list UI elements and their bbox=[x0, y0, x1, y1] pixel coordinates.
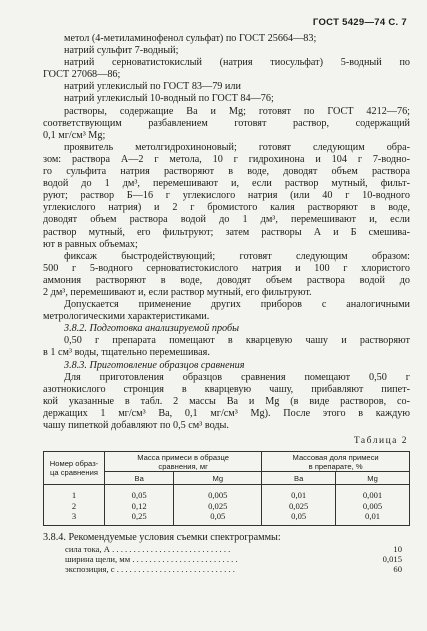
condition-label: экспозиция, с . . . . . . . . . . . . . . . . . . . . . . . . . . . . bbox=[65, 563, 235, 574]
table-cell: 0,25 bbox=[131, 511, 147, 522]
text-line: углекислого натрия) и 2 г бромистого калия растворяют в воде, bbox=[43, 202, 410, 214]
mass-mg-column bbox=[174, 485, 262, 526]
table-cell: 0,025 bbox=[289, 500, 309, 511]
table-cell: 0,025 bbox=[208, 500, 228, 511]
text-line: доводят объем раствора водой до 1 дм³, перемешивают и, если bbox=[43, 214, 410, 226]
condition-label: сила тока, А . . . . . . . . . . . . . . . . . . . . . . . . . . . . bbox=[65, 543, 231, 554]
text-line: чашу пипеткой добавляют по 0,5 см³ воды. bbox=[43, 420, 229, 431]
condition-row bbox=[43, 544, 410, 554]
fraction-group-header: Массовая доля примеси в препарате, % bbox=[262, 452, 410, 472]
text-line: метол (4-метиламинофенол сульфат) по ГОСТ 25664—83; bbox=[64, 33, 317, 44]
table-cell: 3 bbox=[71, 511, 77, 522]
table-body bbox=[44, 485, 410, 526]
fraction-ba-column bbox=[262, 485, 336, 526]
text-line: фиксаж быстродействующий; готовят следующим образом: bbox=[64, 250, 410, 262]
text-line: аммония растворяют в воде, доводят объем раствора водой до bbox=[43, 274, 410, 286]
fraction-mg-header: Mg bbox=[336, 472, 410, 485]
text-line: 0,50 г препарата помещают в кварцевую чашу и растворяют bbox=[64, 335, 410, 347]
text-line: растворы, содержащие Ва и Mg; готовят по ГОСТ 4212—76; bbox=[64, 105, 410, 117]
text-line: натрий углекислый 10-водный по ГОСТ 84—76; bbox=[64, 93, 274, 105]
text-line: проявитель метолгидрохиноновый; готовят следующим обра- bbox=[64, 141, 410, 153]
condition-label: ширина щели, мм . . . . . . . . . . . . . . . . . . . . . . . . . bbox=[65, 553, 238, 564]
text-line: го сульфита натрия растворяют в воде, доводят объем раствора bbox=[43, 166, 410, 178]
table-cell: 0,05 bbox=[131, 490, 147, 501]
conditions-title: 3.8.4. Рекомендуемые условия съемки спектрограммы: bbox=[43, 531, 281, 543]
condition-row bbox=[43, 554, 410, 564]
text-line: раствор мутный, его фильтруют; затем растворы А и Б смешива- bbox=[43, 226, 410, 238]
condition-value: 60 bbox=[393, 563, 402, 574]
fraction-mg-column bbox=[336, 485, 410, 526]
mass-ba-header: Ba bbox=[105, 472, 174, 485]
text-line: натрий серноватистокислый (натрия тиосульфат) 5-водный по bbox=[64, 57, 410, 69]
text-line: зом: раствора А—2 г метола, 10 г гидрохинона и 104 г 7-водно- bbox=[43, 153, 410, 165]
mass-group-header: Масса примеси в образце сравнения, мг bbox=[105, 452, 262, 472]
condition-row bbox=[43, 564, 410, 574]
document-body bbox=[43, 33, 410, 574]
table-cell: 0,001 bbox=[362, 490, 383, 501]
text-line: в 1 см³ воды, тщательно перемешивая. bbox=[43, 347, 210, 359]
table-cell: 0,005 bbox=[208, 490, 228, 501]
condition-value: 10 bbox=[393, 543, 402, 554]
text-line: ГОСТ 27068—86; bbox=[43, 69, 121, 81]
text-line: 500 г 5-водного серноватистокислого натрия и 100 г хлористого bbox=[43, 262, 410, 274]
section-heading: 3.8.2. Подготовка анализируемой пробы bbox=[64, 323, 240, 335]
text-line: натрий сульфит 7-водный; bbox=[64, 45, 179, 57]
text-line: ют в равных объемах; bbox=[43, 238, 138, 250]
col-number-header: Номер образ- ца сравнения bbox=[44, 452, 105, 485]
table-cell: 0,005 bbox=[362, 500, 383, 511]
mass-mg-header: Mg bbox=[174, 472, 262, 485]
table-cell: 0,12 bbox=[131, 500, 147, 511]
data-table bbox=[43, 451, 410, 526]
mass-ba-column bbox=[105, 485, 174, 526]
table-cell: 0,05 bbox=[210, 511, 226, 522]
fraction-ba-header: Ba bbox=[262, 472, 336, 485]
text-line: 2 дм³, перемешивают и, если раствор мутный, его фильтруют. bbox=[43, 286, 312, 298]
text-line: 0,1 мг/см³ Mg; bbox=[43, 129, 106, 141]
text-line: кой указанные в табл. 2 массы Ва и Mg (в виде растворов, со- bbox=[43, 395, 410, 407]
table-cell: 2 bbox=[71, 500, 77, 511]
text-line: азотнокислого стронция в кварцевую чашу, прибавляют пипет- bbox=[43, 383, 410, 395]
condition-value: 0,015 bbox=[382, 553, 402, 564]
table-cell: 0,01 bbox=[365, 511, 381, 522]
table-cell: 0,05 bbox=[291, 511, 307, 522]
text-line: натрий углекислый по ГОСТ 83—79 или bbox=[64, 81, 241, 93]
table-caption: Таблица 2 bbox=[353, 436, 408, 447]
text-line: Для приготовления образцов сравнения помещают 0,50 г bbox=[64, 371, 410, 383]
text-line: соответствующим разбавлением готовят раствор, содержащий bbox=[43, 117, 410, 129]
conditions-block bbox=[43, 532, 410, 574]
section-heading: 3.8.3. Приготовление образцов сравнения bbox=[64, 359, 245, 371]
text-line: метрологическими характеристиками. bbox=[43, 311, 210, 323]
table-cell: 0,01 bbox=[291, 490, 307, 501]
text-line: руют; раствор Б—16 г углекислого натрия (или 40 г 10-водного bbox=[43, 190, 410, 202]
text-line: Допускается применение других приборов с аналогичными bbox=[64, 299, 410, 311]
number-column bbox=[44, 485, 105, 526]
text-line: держащих 1 мг/см³ Ва, 0,1 мг/см³ Mg). После этого в каждую bbox=[43, 407, 410, 419]
table-cell: 1 bbox=[71, 490, 77, 501]
text-line: водой до 1 дм³, перемешивают и, если раствор мутный, фильт- bbox=[43, 178, 410, 190]
running-header: ГОСТ 5429—74 С. 7 bbox=[312, 17, 407, 28]
